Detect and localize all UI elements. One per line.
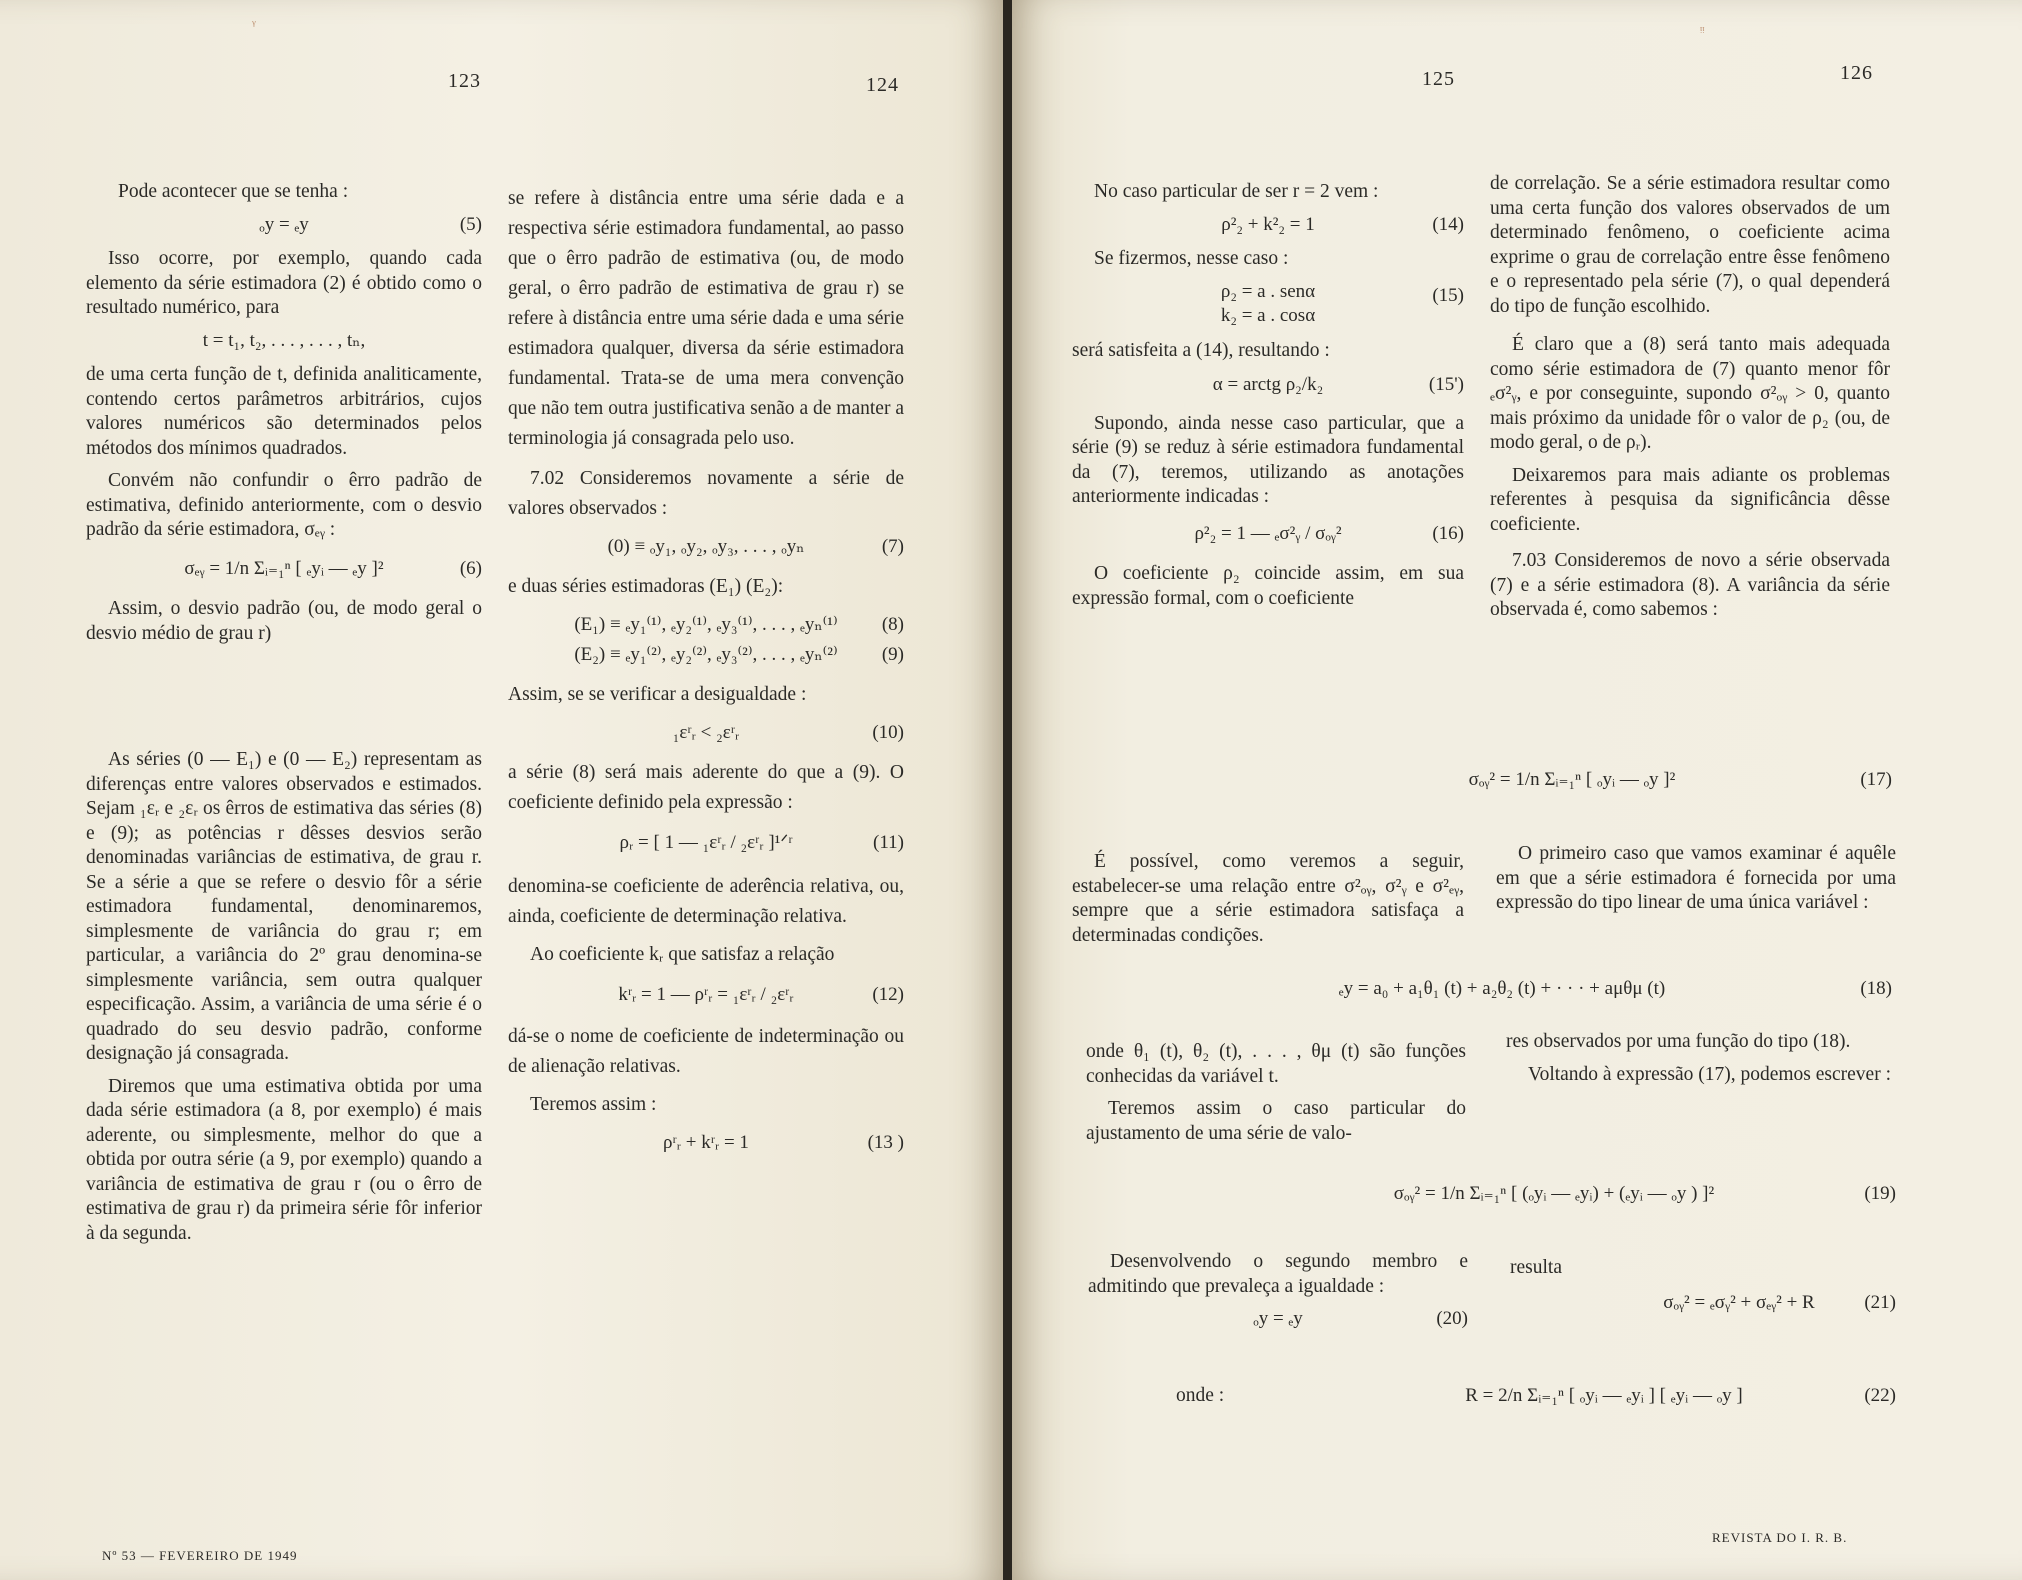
equation-15-prime — [1072, 373, 1464, 398]
equation-number: (5) — [459, 213, 482, 235]
equation-t — [86, 329, 482, 354]
equation-body: σₒᵧ² = 1/n Σᵢ₌₁ⁿ [ ₒyᵢ — ₒy ]² — [1468, 769, 1676, 790]
equation-body: ₒy = ₑy — [1253, 1308, 1303, 1329]
paragraph: Convém não confundir o êrro padrão de estimativa, definido anteriormente, com o desvio padrão da série estimadora, σₑᵧ : — [86, 470, 482, 540]
equation-number: (9) — [881, 644, 904, 665]
paragraph: Pode acontecer que se tenha : — [118, 181, 349, 202]
equation-9 — [508, 640, 904, 670]
paragraph: Isso ocorre, por exemplo, quando cada elemento da série estimadora (2) é obtido como o resultado numérico, para — [86, 248, 482, 318]
equation-number: (11) — [873, 832, 904, 853]
book-spine — [1003, 0, 1012, 1580]
equation-body: σₒᵧ² = 1/n Σᵢ₌₁ⁿ [ (ₒyᵢ — ₑyᵢ) + (ₑyᵢ — ₒy ) ]² — [1393, 1183, 1715, 1204]
equation-22 — [1312, 1384, 1896, 1407]
spacer — [86, 654, 482, 748]
equation-number: (21) — [1864, 1292, 1896, 1313]
paragraph: a série (8) será mais aderente do que a (9). O coeficiente definido pela expressão : — [508, 762, 904, 813]
paragraph: denomina-se coeficiente de aderência relativa, ou, ainda, coeficiente de determinação relativa. — [508, 876, 904, 927]
equation-15 — [1072, 280, 1464, 329]
paragraph: Assim, o desvio padrão (ou, de modo geral o desvio médio de grau r) — [86, 598, 482, 644]
equation-number: (13 ) — [867, 1132, 904, 1153]
equation-16 — [1072, 522, 1464, 547]
equation-18 — [1112, 978, 1892, 1000]
paragraph: Diremos que uma estimativa obtida por uma dada série estimadora (a 8, por exemplo) é mais aderente, ou simplesmente, melhor do que a obtida por outra série (a 9, por exemplo) quando a variância de estimativa de grau r (ou o êrro de estimativa de grau r) da primeira série fôr inferior à da segunda. — [86, 1075, 482, 1244]
paragraph: É possível, como veremos a seguir, estabelecer-se uma relação entre σ²ₒᵧ, σ²ᵧ e σ²ₑᵧ, sempre que a série estimadora satisfaça a determinadas condições. — [1072, 851, 1464, 946]
margin-mark: ᵞ — [252, 18, 256, 33]
paragraph: As séries (0 — E₁) e (0 — E₂) representam as diferenças entre valores observados e estimados. Sejam ₁εᵣ e ₂εᵣ os êrros de estimativa das séries (8) e (9); as potências r dêsses desvios serão denominadas variâncias de estimativa, de grau r. Se a série a que se refere o desvio fôr a série estimadora fundamental, denominaremos, simplesmente de variância do grau r; em particular, a variância do 2º grau denomina-se simplesmente variância, sem outra qualquer especificação. Assim, a variância de uma série é o quadrado do seu desvio padrão, conforme designação já consagrada. — [86, 749, 482, 1064]
page-footer: Nº 53 — FEVEREIRO DE 1949 — [102, 1548, 298, 1563]
paragraph: É claro que a (8) será tanto mais adequada como série estimadora de (7) quanto menor fôr ₑσ²ᵧ, e por conseguinte, supondo σ²ₒᵧ > 0, quanto mais próximo da unidade fôr o valor de ρ₂ (ou, de modo geral, o de ρᵣ). — [1490, 334, 1890, 453]
equation-number: (19) — [1864, 1182, 1896, 1204]
equation-body: ρʳᵣ + kʳᵣ = 1 — [663, 1132, 749, 1153]
equation-number: (8) — [881, 614, 904, 635]
equation-body: (E₂) ≡ ₑy₁⁽²⁾, ₑy₂⁽²⁾, ₑy₃⁽²⁾, . . . , ₑyₙ⁽²⁾ — [574, 644, 838, 665]
equation-body: σₑᵧ = 1/n Σᵢ₌₁ⁿ [ ₑyᵢ — ₑy ]² — [184, 557, 384, 579]
paragraph: O primeiro caso que vamos examinar é aquêle em que a série estimadora é fornecida por uma expressão do tipo linear de uma única variável : — [1496, 843, 1896, 913]
equation-10 — [508, 718, 904, 748]
page-number-126: 126 — [1840, 62, 1873, 84]
paragraph: Teremos assim : — [530, 1094, 657, 1115]
paragraph: Teremos assim o caso particular do ajustamento de uma série de valo- — [1086, 1098, 1466, 1144]
paragraph: onde θ₁ (t), θ₂ (t), . . . , θμ (t) são funções conhecidas da variável t. — [1086, 1041, 1466, 1087]
right-column-b-top — [1490, 172, 1890, 631]
paragraph: O coeficiente ρ₂ coincide assim, em sua expressão formal, com o coeficiente — [1072, 563, 1464, 609]
onde-label-block — [1176, 1384, 1256, 1417]
equation-6 — [86, 557, 482, 582]
equation-number: (12) — [872, 984, 904, 1005]
equation-body: (E₁) ≡ ₑy₁⁽¹⁾, ₑy₂⁽¹⁾, ₑy₃⁽¹⁾, . . . , ₑyₙ⁽¹⁾ — [574, 614, 838, 635]
paragraph: 7.03 Consideremos de novo a série observada (7) e a série estimadora (8). A variância da série observada é, como sabemos : — [1490, 550, 1890, 620]
equation-20 — [1088, 1307, 1468, 1332]
equation-8 — [508, 610, 904, 640]
paragraph: Supondo, ainda nesse caso particular, que a série (9) se reduz à série estimadora fundamental da (7), teremos, utilizando as anotações anteriormente indicadas : — [1072, 412, 1464, 507]
equation-number: (7) — [881, 536, 904, 557]
paragraph: Se fizermos, nesse caso : — [1094, 248, 1289, 269]
equation-number: (10) — [872, 722, 904, 743]
equation-19 — [1212, 1182, 1896, 1205]
page-number-124: 124 — [866, 74, 899, 96]
equation-number: (22) — [1864, 1384, 1896, 1406]
equation-number: (15) — [1432, 284, 1464, 306]
equation-13 — [508, 1128, 904, 1158]
paragraph: Assim, se se verificar a desigualdade : — [508, 684, 807, 705]
paragraph: 7.02 Consideremos novamente a série de valores observados : — [508, 468, 904, 519]
equation-body: ₑy = a₀ + a₁θ₁ (t) + a₂θ₂ (t) + · · · + aμθμ (t) — [1338, 978, 1666, 999]
margin-mark: ᵎᵎ — [1700, 24, 1705, 39]
paragraph: No caso particular de ser r = 2 vem : — [1094, 181, 1379, 202]
equation-body: α = arctg ρ₂/k₂ — [1212, 374, 1324, 395]
equation-body: ρ₂ = a . senα — [1220, 280, 1316, 302]
equation-body: ρᵣ = [ 1 — ₁εʳᵣ / ₂εʳᵣ ]¹ᐟʳ — [619, 832, 793, 853]
paragraph: será satisfeita a (14), resultando : — [1072, 339, 1330, 361]
equation-body: t = t₁, t₂, . . . , . . . , tₙ, — [202, 329, 366, 351]
paragraph: se refere à distância entre uma série dada e a respectiva série estimadora fundamental, ao passo que o êrro padrão de estimativa (ou, de modo geral, o êrro padrão de estimativa de grau r) se refere à distância entre uma série dada e uma série estimadora qualquer, diversa da série estimadora fundamental. Trata-se de uma mera convenção que não tem outra justificativa senão a de manter a terminologia já consagrada pelo uso. — [508, 188, 904, 449]
equation-number: (20) — [1436, 1308, 1468, 1329]
right-column-a-mid — [1072, 850, 1464, 956]
equation-number: (17) — [1860, 768, 1892, 790]
paragraph: Desenvolvendo o segundo membro e admitindo que prevaleça a igualdade : — [1088, 1251, 1468, 1297]
equation-body: (0) ≡ ₒy₁, ₒy₂, ₒy₃, . . . , ₒyₙ — [607, 536, 805, 557]
right-column-a-lower — [1086, 1040, 1466, 1154]
equation-7 — [508, 532, 904, 562]
equation-12 — [508, 980, 904, 1010]
right-column-b-lower — [1506, 1030, 1896, 1095]
equation-body: ρ²₂ + k²₂ = 1 — [1221, 213, 1315, 235]
right-column-a-top — [1072, 180, 1464, 619]
page-number-123: 123 — [448, 70, 481, 92]
page-number-125: 125 — [1422, 68, 1455, 90]
onde-label: onde : — [1176, 1385, 1225, 1406]
page-footer: REVISTA DO I. R. B. — [1712, 1530, 1848, 1545]
paragraph: Ao coeficiente kᵣ que satisfaz a relação — [530, 944, 835, 965]
equation-number: (14) — [1432, 213, 1464, 235]
equation-number: (18) — [1860, 978, 1892, 999]
equation-body: ρ²₂ = 1 — ₑσ²ᵧ / σₒᵧ² — [1194, 522, 1342, 544]
equation-14 — [1072, 213, 1464, 238]
right-column-a-bottom — [1088, 1250, 1468, 1332]
equation-5 — [86, 213, 482, 238]
equation-body: σₒᵧ² = ₑσᵧ² + σₑᵧ² + R — [1663, 1292, 1815, 1313]
left-column-b — [508, 184, 904, 1168]
paragraph: de correlação. Se a série estimadora resultar como uma certa função dos valores observados de um determinado fenômeno, o coeficiente acima exprime o grau de correlação entre êsse fenômeno e o representado pela série (7), o qual dependerá do tipo de função escolhido. — [1490, 173, 1890, 317]
paragraph: e duas séries estimadoras (E₁) (E₂): — [508, 576, 784, 597]
equation-number: (6) — [459, 557, 482, 579]
paragraph: dá-se o nome de coeficiente de indeterminação ou de alienação relativas. — [508, 1026, 904, 1077]
equation-11 — [508, 828, 904, 858]
paragraph: resulta — [1510, 1257, 1562, 1278]
right-column-b-bottom — [1510, 1256, 1630, 1289]
right-column-b-mid — [1496, 842, 1896, 924]
equation-body-line-2: k₂ = a . cosα — [1220, 305, 1316, 326]
paragraph: Deixaremos para mais adiante os problemas referentes à pesquisa da significância dêsse coeficiente. — [1490, 464, 1890, 535]
equation-body: ₁εʳᵣ < ₂εʳᵣ — [672, 722, 740, 743]
left-page — [0, 0, 1003, 1580]
left-column-a — [86, 180, 482, 1254]
paragraph: de uma certa função de t, definida analiticamente, contendo certos parâmetros arbitrários, cujos valores numéricos são determinados pelos métodos dos mínimos quadrados. — [86, 364, 482, 459]
equation-number: (16) — [1432, 522, 1464, 544]
equation-body: R = 2/n Σᵢ₌₁ⁿ [ ₒyᵢ — ₑyᵢ ] [ ₑyᵢ — ₒy ] — [1465, 1385, 1743, 1406]
equation-17 — [1252, 768, 1892, 791]
right-page — [1012, 0, 2022, 1580]
equation-21 — [1582, 1292, 1896, 1314]
equation-body: ₒy = ₑy — [259, 213, 309, 235]
equation-body: kʳᵣ = 1 — ρʳᵣ = ₁εʳᵣ / ₂εʳᵣ — [618, 984, 794, 1005]
paragraph: Voltando à expressão (17), podemos escrever : — [1528, 1063, 1891, 1085]
equation-number: (15') — [1428, 374, 1464, 395]
paragraph: res observados por uma função do tipo (18). — [1506, 1031, 1851, 1052]
